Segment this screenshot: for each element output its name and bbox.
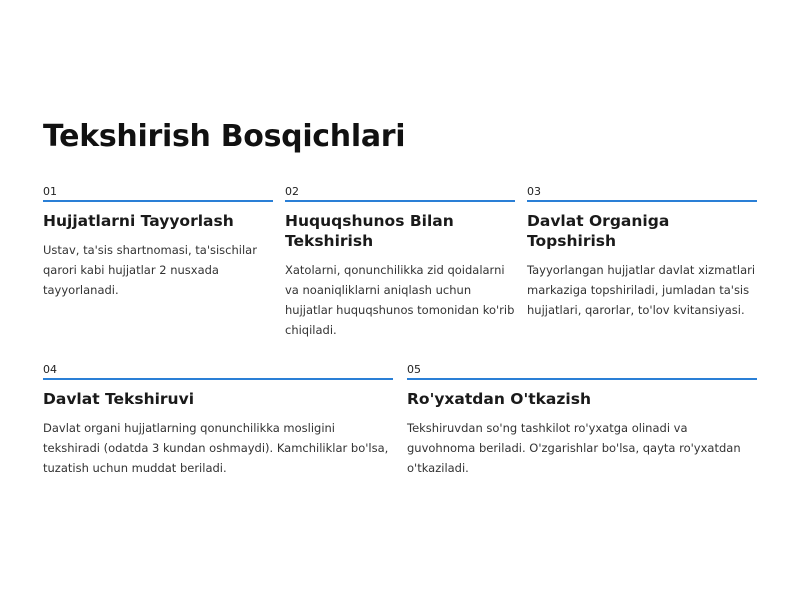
step-header bbox=[527, 186, 757, 202]
step-description: Xatolarni, qonunchilikka zid qoidalarni va noaniqliklarni aniqlash uchun hujjatlar huquqshunos tomonidan ko'rib chiqiladi. bbox=[285, 263, 515, 337]
step-number: 03 bbox=[527, 185, 541, 198]
step-description: Tayyorlangan hujjatlar davlat xizmatlari markaziga topshiriladi, jumladan ta'sis hujjatlari, qarorlar, to'lov kvitansiyasi. bbox=[527, 263, 756, 317]
page-content bbox=[43, 118, 757, 478]
step-number: 04 bbox=[43, 363, 57, 376]
step-header bbox=[285, 186, 515, 202]
step-description: Ustav, ta'sis shartnomasi, ta'sischilar qarori kabi hujjatlar 2 nusxada tayyorlanadi. bbox=[43, 243, 257, 297]
step-card-4 bbox=[43, 364, 393, 478]
step-header bbox=[43, 364, 393, 380]
step-header bbox=[407, 364, 757, 380]
steps-row-bottom bbox=[43, 364, 757, 478]
step-header bbox=[43, 186, 273, 202]
step-number: 05 bbox=[407, 363, 421, 376]
step-card-5 bbox=[407, 364, 757, 478]
step-title: Hujjatlarni Tayyorlash bbox=[43, 212, 234, 230]
step-title: Ro'yxatdan O'tkazish bbox=[407, 390, 591, 408]
step-title: Davlat Tekshiruvi bbox=[43, 390, 195, 408]
page-title: Tekshirish Bosqichlari bbox=[43, 119, 406, 154]
steps-row-top bbox=[43, 186, 757, 340]
step-card-3 bbox=[527, 186, 757, 340]
step-description: Davlat organi hujjatlarning qonunchilikka mosligini tekshiradi (odatda 3 kundan oshmaydi). Kamchiliklar bo'lsa, tuzatish uchun muddat beriladi. bbox=[43, 421, 389, 475]
step-card-1 bbox=[43, 186, 273, 340]
step-description: Tekshiruvdan so'ng tashkilot ro'yxatga olinadi va guvohnoma beriladi. O'zgarishlar bo'lsa, qayta ro'yxatdan o'tkaziladi. bbox=[407, 421, 741, 475]
step-title: Davlat Organiga Topshirish bbox=[527, 212, 670, 250]
step-card-2 bbox=[285, 186, 515, 340]
step-number: 02 bbox=[285, 185, 299, 198]
step-title: Huquqshunos Bilan Tekshirish bbox=[285, 212, 454, 250]
step-number: 01 bbox=[43, 185, 57, 198]
